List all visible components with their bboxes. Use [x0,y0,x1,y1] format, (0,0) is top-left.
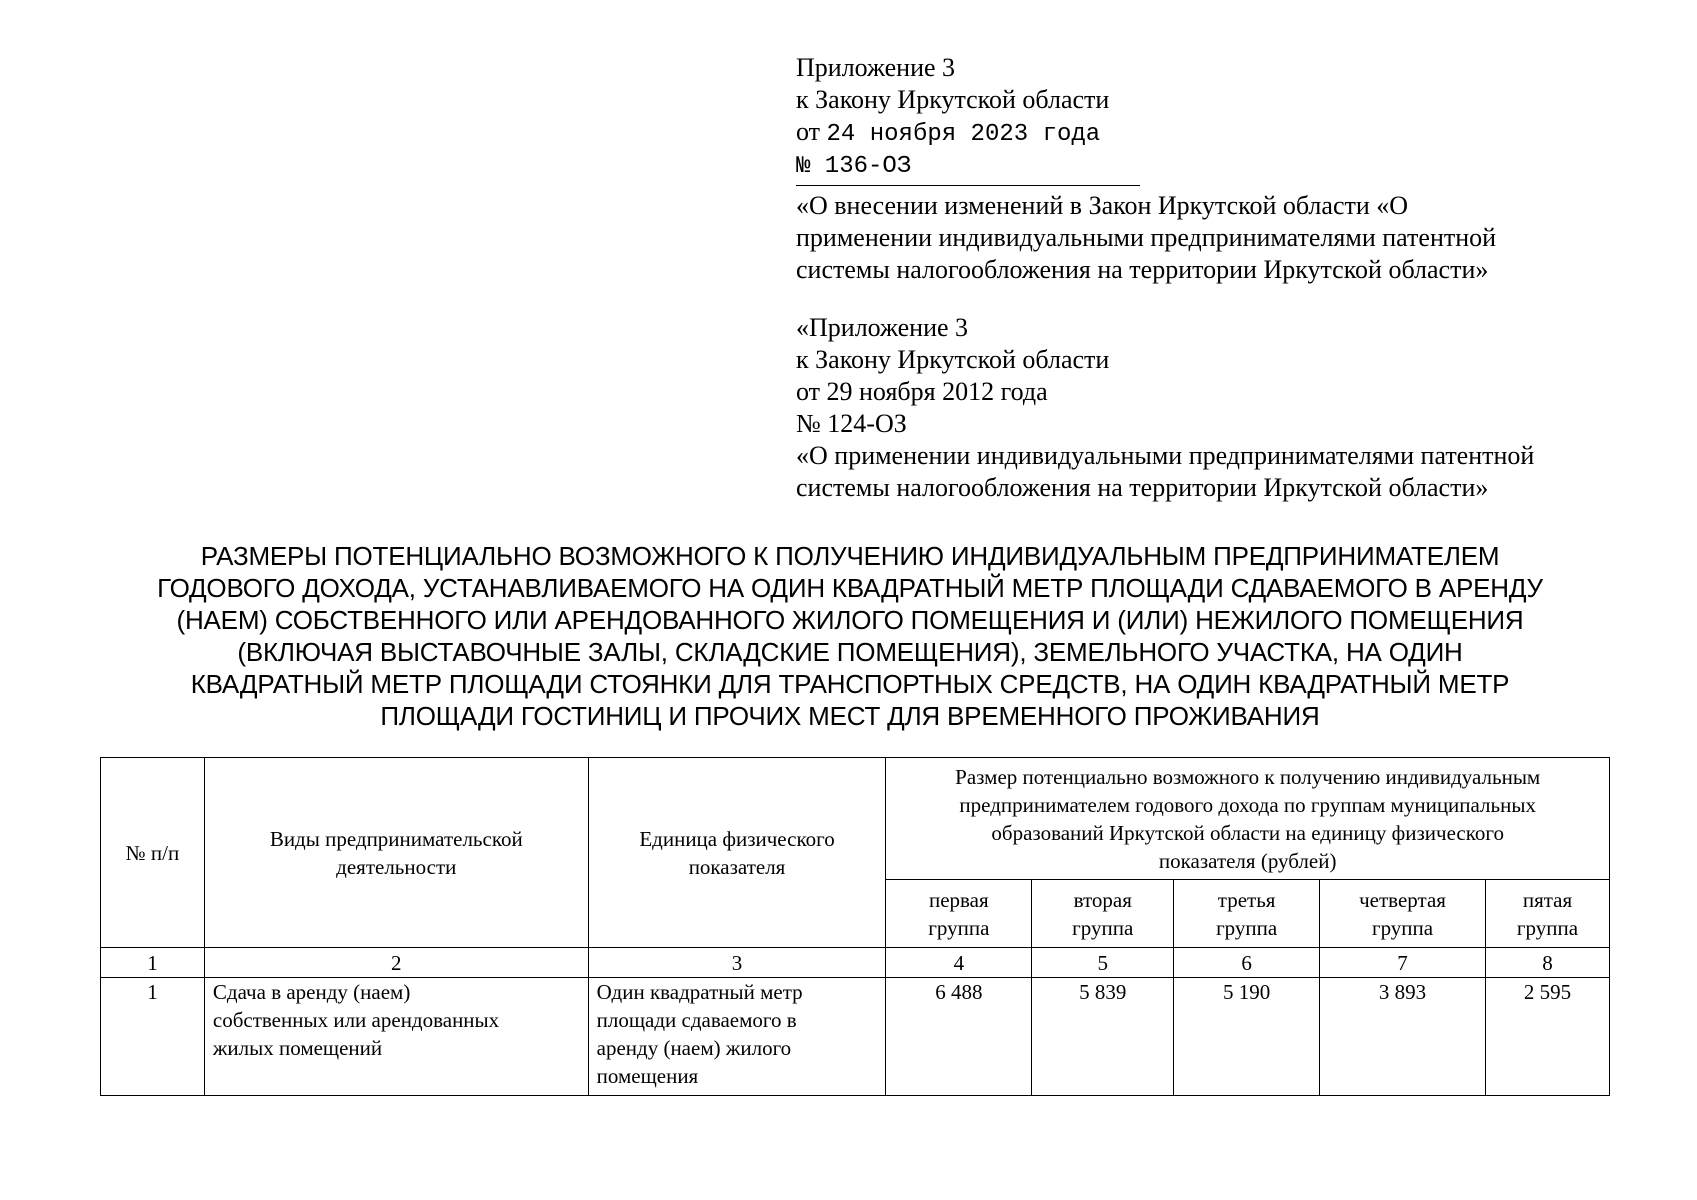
appendix-label: Приложение 3 [796,53,956,82]
law-reference: к Закону Иркутской области [796,85,1110,114]
amend-title-line: системы налогообложения на территории Иркутской области» [796,255,1489,284]
col-num-header: № п/п [101,758,205,948]
col-size-header: Размер потенциально возможного к получению индивидуальным предпринимателем годового дохода по группам муниципальных образований Иркутской области на единицу физического показателя (рублей) [886,758,1610,880]
amend-title-line: применении индивидуальными предпринимателями патентной [796,223,1497,252]
income-table [100,757,1610,1096]
group-header: вторая группа [1032,880,1174,948]
orig-appendix-line: «Приложение 3 [796,313,969,342]
date-prefix: от [796,117,821,146]
title-line: КВАДРАТНЫЙ МЕТР ПЛОЩАДИ СТОЯНКИ ДЛЯ ТРАНСПОРТНЫХ СРЕДСТВ, НА ОДИН КВАДРАТНЫЙ МЕТР [190,669,1510,699]
date-typed: 24 ноября 2023 года [826,121,1101,148]
orig-appendix-line: «О применении индивидуальными предпринимателями патентной [796,441,1535,470]
document-title [40,540,1660,732]
title-line: ПЛОЩАДИ ГОСТИНИЦ И ПРОЧИХ МЕСТ ДЛЯ ВРЕМЕННОГО ПРОЖИВАНИЯ [380,701,1320,731]
row-number: 1 [101,978,205,1096]
index-cell: 5 [1032,948,1174,978]
amend-title-line: «О внесении изменений в Закон Иркутской области «О [796,191,1409,220]
row-value-group-1: 6 488 [886,978,1032,1096]
title-line: РАЗМЕРЫ ПОТЕНЦИАЛЬНО ВОЗМОЖНОГО К ПОЛУЧЕНИЮ ИНДИВИДУАЛЬНЫМ ПРЕДПРИНИМАТЕЛЕМ [200,541,1500,571]
index-cell: 6 [1174,948,1320,978]
group-header: первая группа [886,880,1032,948]
orig-appendix-line: к Закону Иркутской области [796,345,1110,374]
law-number-typed: № 136-ОЗ [796,153,912,180]
orig-appendix-line: № 124-ОЗ [796,409,907,438]
col-activity-header: Виды предпринимательской деятельности [204,758,588,948]
row-unit: Один квадратный метр площади сдаваемого в аренду (наем) жилого помещения [588,978,886,1096]
table-row [101,978,1610,1096]
title-line: (НАЕМ) СОБСТВЕННОГО ИЛИ АРЕНДОВАННОГО ЖИЛОГО ПОМЕЩЕНИЯ И (ИЛИ) НЕЖИЛОГО ПОМЕЩЕНИЯ [176,605,1524,635]
header-block [796,52,1534,504]
row-value-group-2: 5 839 [1032,978,1174,1096]
col-unit-header: Единица физического показателя [588,758,886,948]
orig-appendix-line: системы налогообложения на территории Иркутской области» [796,473,1489,502]
law-date-line [796,116,1534,151]
row-value-group-3: 5 190 [1174,978,1320,1096]
orig-appendix-line: от 29 ноября 2012 года [796,377,1048,406]
index-cell: 8 [1485,948,1609,978]
group-header: четвертая группа [1320,880,1486,948]
index-cell: 2 [204,948,588,978]
row-activity: Сдача в аренду (наем) собственных или арендованных жилых помещений [204,978,588,1096]
index-cell: 4 [886,948,1032,978]
row-value-group-4: 3 893 [1320,978,1486,1096]
table-index-row [101,948,1610,978]
table-header-row [101,758,1610,880]
index-cell: 1 [101,948,205,978]
title-line: ГОДОВОГО ДОХОДА, УСТАНАВЛИВАЕМОГО НА ОДИН КВАДРАТНЫЙ МЕТР ПЛОЩАДИ СДАВАЕМОГО В АРЕНДУ [157,573,1543,603]
title-line: (ВКЛЮЧАЯ ВЫСТАВОЧНЫЕ ЗАЛЫ, СКЛАДСКИЕ ПОМЕЩЕНИЯ), ЗЕМЕЛЬНОГО УЧАСТКА, НА ОДИН [237,637,1463,667]
group-header: третья группа [1174,880,1320,948]
divider [796,185,1140,186]
index-cell: 3 [588,948,886,978]
index-cell: 7 [1320,948,1486,978]
row-value-group-5: 2 595 [1485,978,1609,1096]
group-header: пятая группа [1485,880,1609,948]
